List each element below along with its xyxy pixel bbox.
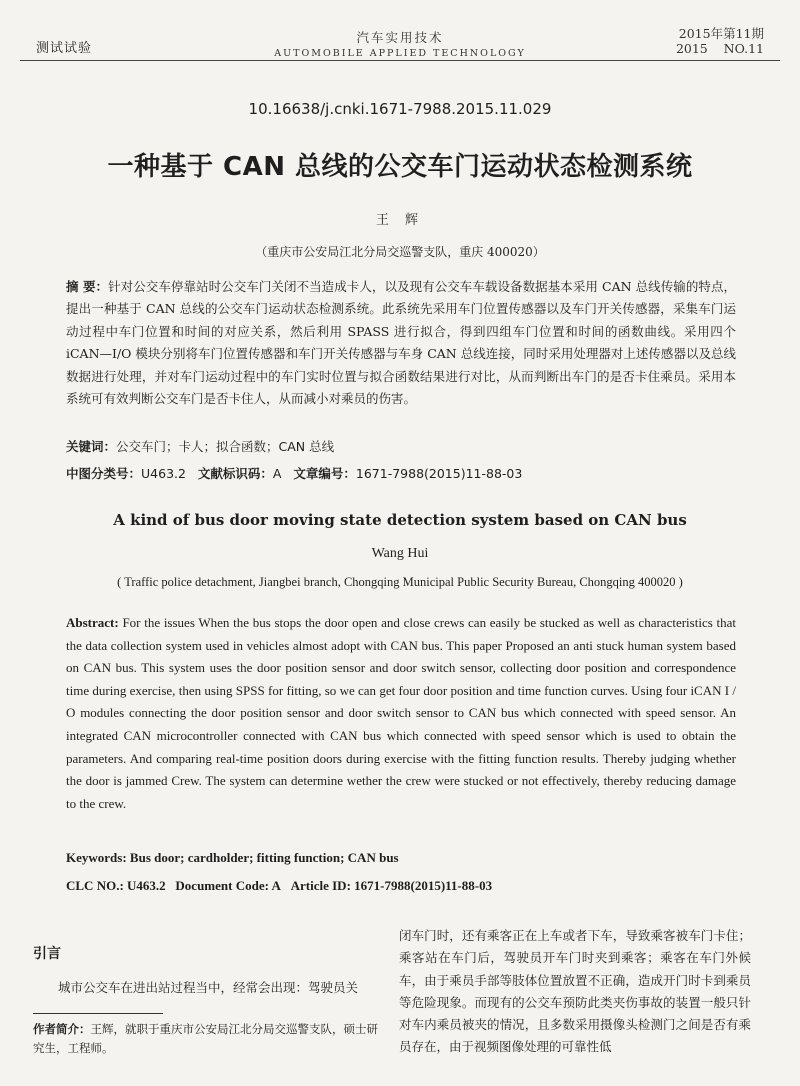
journal-name-en: AUTOMOBILE APPLIED TECHNOLOGY xyxy=(274,48,526,59)
doi: 10.16638/j.cnki.1671-7988.2015.11.029 xyxy=(248,100,552,118)
clc-cn-value: U463.2 xyxy=(141,466,186,481)
header-rule xyxy=(20,60,780,61)
classification-en xyxy=(66,878,492,894)
footnote-rule xyxy=(33,1013,163,1014)
doc-code-en-value: A xyxy=(271,878,281,893)
article-id-cn-value: 1671-7988(2015)11-88-03 xyxy=(355,466,523,481)
title-en: A kind of bus door moving state detection system based on CAN bus xyxy=(113,511,687,529)
article-id-en-label: Article ID: xyxy=(290,878,351,893)
journal-name xyxy=(250,28,550,59)
issue-cn: 2015年第11期 xyxy=(678,26,764,41)
issue-info xyxy=(676,26,764,56)
classification-cn xyxy=(66,464,522,482)
abstract-en-text: For the issues When the bus stops the door open and close crews can easily be stucked as well as characteristics that the data collection system used in vehicles almost adopt with CAN bus. This paper Proposed an anti stuck human system based on CAN bus. This system uses the door position sensor and door switch sensor, collecting door position and correspondence time during exercise, then using SPSS for fitting, so we can get four door position and time function curves. Using four iCAN I / O modules connecting the door position sensor and door switch sensor to CAN bus which connected with speed sensor. An integrated CAN microcontroller connected with CAN bus which connected with speed sensor which is used to obtain the parameters. And comparing real-time position doors during exercise with the fitting function results. Thereby judging whether the door is jammed Crew. The system can determine wether the crew were stucked or not effectively, thereby reducing damage to the crew. xyxy=(66,615,736,811)
abstract-cn-label: 摘 要： xyxy=(66,279,109,294)
clc-en-value: U463.2 xyxy=(127,878,166,893)
clc-cn-label: 中图分类号： xyxy=(66,466,142,481)
keywords-cn xyxy=(66,437,334,455)
doc-code-cn-value: A xyxy=(272,466,282,481)
author-cn: 王 辉 xyxy=(375,213,425,228)
keywords-en xyxy=(66,850,399,866)
footnote-label: 作者简介： xyxy=(33,1022,91,1036)
affiliation-en: ( Traffic police detachment, Jiangbei branch, Chongqing Municipal Public Security Bureau, Chongqing 400020 ) xyxy=(117,575,683,589)
abstract-cn-text: 针对公交车停靠站时公交车门关闭不当造成卡人，以及现有公交车车载设备数据基本采用 CAN 总线传输的特点，提出一种基于 CAN 总线的公交车门运动状态检测系统。此系统先采用车门位置传感器以及车门开关传感器，采集车门运动过程中车门位置和时间的对应关系，然后利用 SPASS 进行拟合，得到四组车门位置和时间的函数曲线。采用四个 iCAN—I/O 模块分别将车门位置传感器和车门开关传感器与车身 CAN 总线连接，同时采用处理器对上述传感器以及总线数据进行处理，并对车门运动过程中的车门实时位置与拟合函数结果进行对比，从而判断出车门的是否卡住乘员。采用本系统可有效判断公交车门是否卡住人，从而减小对乘员的伤害。 xyxy=(66,279,737,407)
author-footnote xyxy=(33,1020,383,1058)
article-id-cn-label: 文章编号： xyxy=(293,466,356,481)
abstract-en-label: Abstract: xyxy=(66,615,119,630)
abstract-cn xyxy=(66,276,736,410)
intro-right-column: 闭车门时，还有乘客正在上车或者下车，导致乘客被车门卡住；乘客站在车门后，驾驶员开车门时夹到乘客；乘客在车门外候车，由于乘员手部等肢体位置放置不正确，造成开门时卡到乘员等危险现象。而现有的公交车预防此类夹伤事故的装置一般只针对车内乘员被夹的情况，且多数采用摄像头检测门之间是否有乘员存在，由于视频图像处理的可靠性低 xyxy=(399,928,751,1055)
journal-name-cn: 汽车实用技术 xyxy=(356,30,444,45)
affiliation-cn: （重庆市公安局江北分局交巡警支队，重庆 400020） xyxy=(255,245,545,259)
keywords-en-value: Bus door; cardholder; fitting function; CAN bus xyxy=(129,850,399,865)
article-id-en-value: 1671-7988(2015)11-88-03 xyxy=(354,878,493,893)
footnote-text: 王辉，就职于重庆市公安局江北分局交巡警支队，硕士研究生，工程师。 xyxy=(33,1022,378,1055)
author-en: Wang Hui xyxy=(371,546,429,561)
intro-left-column: 城市公交车在进出站过程当中，经常会出现：驾驶员关 xyxy=(58,980,359,995)
title-cn: 一种基于 CAN 总线的公交车门运动状态检测系统 xyxy=(107,152,693,182)
issue-en: 2015 NO.11 xyxy=(675,41,764,56)
intro-heading: 引言 xyxy=(33,946,61,962)
keywords-cn-label: 关键词： xyxy=(66,439,117,454)
clc-en-label: CLC NO.: xyxy=(66,878,124,893)
doc-code-en-label: Document Code: xyxy=(175,878,269,893)
doc-code-cn-label: 文献标识码： xyxy=(197,466,273,481)
keywords-cn-value: 公交车门；卡人；拟合函数；CAN 总线 xyxy=(116,439,335,454)
section-label: 测试试验 xyxy=(36,41,93,56)
abstract-en xyxy=(66,612,736,815)
keywords-en-label: Keywords: xyxy=(66,850,127,865)
